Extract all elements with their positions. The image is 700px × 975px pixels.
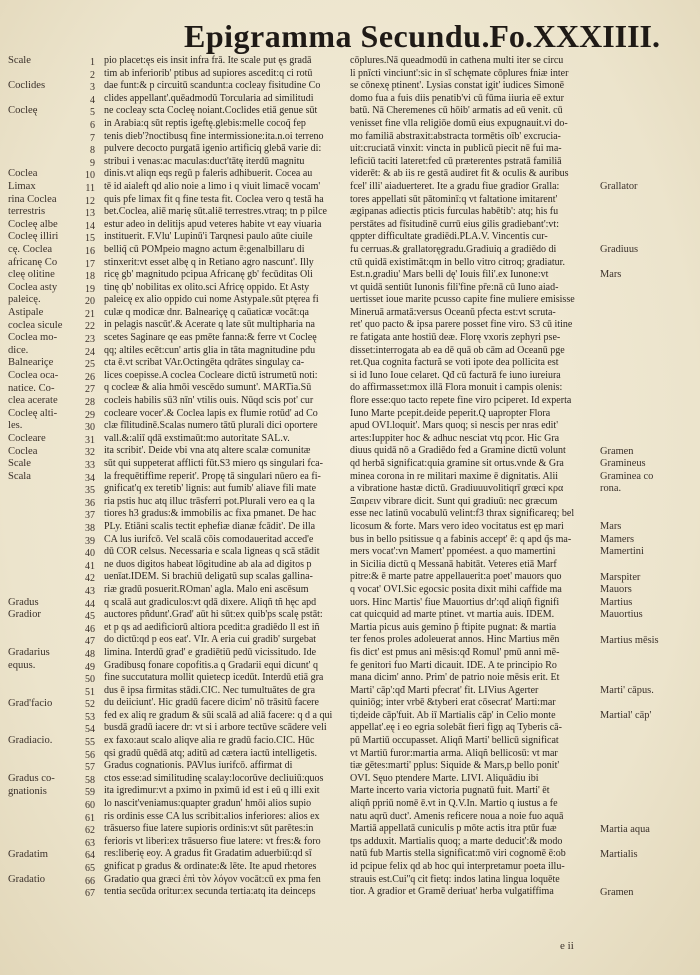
line-number: 36	[85, 497, 95, 509]
margin-note: Gramineus	[600, 458, 646, 470]
running-header	[180, 18, 660, 60]
text-line: estur adeo in delitijs apud veteres habite vt eay viuaria	[104, 218, 322, 230]
line-number: 49	[85, 661, 95, 673]
line-number: 20	[85, 296, 95, 308]
text-line: ctū quidā existimāt:qm in bello vitro citroq; gradiatur.	[350, 256, 565, 268]
margin-note: rina Coclea	[8, 193, 57, 205]
text-line: ret.Qua cognita factură se voti ipote dea pollicita est	[350, 357, 559, 369]
text-line: quiniōg; inter vrbē &tyberi erat cōsecrat' Marti:mar	[350, 697, 556, 709]
line-number: 21	[85, 308, 95, 320]
text-line: OVI. Sęuo ptendere Marte. LIVI. Aliquādiu ibi	[350, 772, 539, 784]
line-number: 42	[85, 573, 95, 585]
margin-note: Marspiter	[600, 571, 641, 583]
text-line: ægipanas adiectis pticis furculas habētib': atq; his fu	[350, 206, 559, 218]
line-number: 37	[85, 510, 95, 522]
text-line: uit:cruciatā vinxit: vincta in publicū piecit nē fui ma-	[350, 143, 562, 155]
line-number: 64	[85, 850, 95, 862]
text-line: cta ē.vt scribat VAr.Octingēta qdrātes singulaỵ ca-	[104, 357, 305, 369]
text-line: minea corona in re militari maxime ē dignitatis. Alii	[350, 470, 559, 482]
margin-note: Martia aqua	[600, 823, 650, 835]
right-text-column	[350, 55, 600, 899]
folio-number: Fo.XXXIIII.	[489, 18, 660, 54]
text-line: fu cerruas.& grallatoręgradu.Gradiuiq a gradiēdo di	[350, 243, 557, 255]
text-line: do affirmasset:mox illā Flora monuit i campis olenis:	[350, 382, 563, 394]
line-number: 41	[85, 560, 95, 572]
text-line: uertisset ioue marite pcusso capite fine muliere emisisse	[350, 294, 575, 306]
text-line: esse nec latinū vocabulū velint:f3 thrax significareq; bel	[350, 508, 575, 520]
text-line: riæ gradū posuerit.ROman' agla. Malo eni ascēsum	[104, 583, 309, 595]
margin-note: Mauors	[600, 584, 632, 596]
margin-note: Martius	[600, 596, 633, 608]
margin-note: gnationis	[8, 785, 47, 797]
text-line: CA lus iurifcō. Vel scalā cōis comodaueritad acced'e	[104, 533, 314, 545]
text-line: Martiā appellatā cuniculis p mōte actis itra ptūr fuæ	[350, 823, 557, 835]
line-number: 33	[85, 460, 95, 471]
margin-note: Mamertini	[600, 546, 644, 558]
margin-note: Gradus	[8, 596, 39, 608]
text-line: lices coepisse.A coclea Cocleare dictū istrumetū noti:	[104, 369, 318, 381]
text-line: bus in bello psitissue q a fabinis accept' ē: q apd q̃s ma-	[350, 533, 572, 545]
text-line: uenīat.IDEM. Si brachiū deligatū sup scalas gallina-	[104, 571, 313, 583]
text-line: qppter difficultate gradiēdi.PLA.V. Vincentis cur-	[350, 231, 548, 243]
text-line: stribui i venas:ac maculas:duct'tātę iterdū magnitu	[104, 155, 305, 167]
text-line: mo familiā abstraxit:abstracta tormētis oīb' excrucia-	[350, 130, 561, 142]
text-line: PLy. Etiāni scalis tectit ephefiæ dianæ fcādit'. De illa	[104, 520, 316, 532]
margin-note: Scale	[8, 458, 31, 470]
line-number: 29	[85, 409, 95, 421]
text-line: q vocat' OVI.Sic egocsic posita dixit mihi caffide ma	[350, 583, 562, 595]
margin-note: Graminea co	[600, 470, 654, 482]
line-number: 6	[90, 119, 95, 131]
text-line: Iuno Marte pcepit.deide peperit.Q uapropter Flora	[350, 407, 551, 419]
line-number: 40	[85, 548, 95, 560]
text-line: appellat'.eę i eo egria solebāt fieri figņ aq Tyberis cā-	[350, 722, 562, 734]
margin-note: les.	[8, 420, 23, 432]
line-number: 38	[85, 522, 95, 534]
line-number: 2	[90, 69, 95, 81]
line-number: 31	[85, 434, 95, 446]
text-line: cat quicquid ad marte ptinet. vt martia auis. IDEM.	[350, 609, 555, 621]
text-line: dus ē ipsa firmitas stādi.CIC. Nec tumultuātes de gra	[104, 684, 316, 696]
text-line: Marte incerto varia victoria pugnatū fuit. Marti' ēt	[350, 785, 550, 797]
margin-note: cę. Coclea	[8, 244, 53, 255]
line-number: 3	[90, 82, 95, 94]
margin-note: Cocleę illiri	[8, 231, 59, 243]
line-number: 1	[90, 57, 95, 68]
margin-note: coclea sicule	[8, 319, 63, 331]
margin-note: Scala	[8, 470, 31, 482]
text-line: bet.Coclea, aliē marię sūt.aliē terrestres.vtraq; tn p pilce	[104, 206, 327, 218]
margin-note: clea acerate	[8, 395, 58, 407]
margin-note: Gradior	[8, 609, 41, 621]
text-line: la frequētiffime reperit'. Propę tā singulari nūero ea fi-	[104, 470, 321, 482]
text-line: paleicę ex alio oppido cui nome Astypale.sūt ptęrea fi	[104, 294, 319, 306]
line-number: 54	[85, 724, 95, 736]
margin-note: Cocleę	[8, 105, 38, 117]
text-line: Martia picus auis gemino p̃ ftipite pugnat: & martia	[350, 621, 557, 633]
margin-note: equus.	[8, 659, 36, 671]
margin-note: Martialis	[600, 848, 638, 860]
text-line: artes:Iuppiter hoc & adhuc nesciat vtq pcor. Hic Gra	[350, 432, 560, 444]
text-line: belliq̃ cū POMpeio magno actum ē:genalbillaru di	[104, 243, 305, 255]
text-line: limina. Interdū grad' e gradiētiū pedū vicissitudo. Ide	[104, 646, 317, 658]
text-line: gnificat p gradus & ordinate:& lēte. Ite apud rhetores	[104, 861, 317, 872]
line-number: 62	[85, 825, 95, 837]
text-line: res:liberię eoy. A gradus fit Gradatim aduerbiū:qd sī	[104, 848, 312, 860]
text-line: ctos esse:ad similitudinę scalay:locorūve decliuiū:quos	[104, 772, 324, 784]
line-number: 65	[85, 863, 95, 874]
text-line: cōplures.Nā queadmodū in cathena multi iter se circu	[350, 55, 564, 66]
text-line: tentia secūda oritur:ex secunda tertia:atq ita deinceps	[104, 886, 316, 898]
text-line: mers vocat':vn Mamert' ppoméest. a quo mamertini	[350, 546, 556, 558]
text-line: vt quidā sentiūt Iunonis fili'fine pr̄e:nā cū Iuno aiad-	[350, 281, 559, 293]
text-line: batū. Nā Cheremenes cū hōib' armatis ad eū venit. cū	[350, 105, 563, 117]
text-line: clæ fīlitudinē.Scalas numero tātū plurali dici oportere	[104, 420, 318, 432]
text-line: auctores pñdunt'.Grad' aūt hi sūt:ex quib'ps scalę pstāt:	[104, 609, 323, 621]
text-line: scetes Saginare qe eas pmēte fanna:& ferre vt Cocleę	[104, 332, 317, 344]
text-line: pū Martiū occupasset. Aliqñ Marti' bellicū significat	[350, 735, 559, 747]
line-number: 10	[85, 170, 95, 182]
line-number: 23	[85, 334, 95, 346]
margin-note: Coclea mo-	[8, 332, 58, 344]
line-number: 52	[85, 699, 95, 711]
text-line: et p qs ad aedificiorū altiora pcedit:a gradiēdo ll est iñ	[104, 621, 320, 633]
margin-note: Cocleare	[8, 433, 46, 444]
text-line: id pcipue felix qd ab hoc qui interpretamur poeta illu-	[350, 861, 565, 872]
text-line: clides appellant'.quēadmodū Torcularia ad similitudi	[104, 92, 314, 104]
margin-note: Mars	[600, 521, 622, 533]
line-number: 19	[85, 283, 95, 295]
margin-note: dice.	[8, 344, 29, 356]
text-line: ex faxo:aut scalo aliqve alia re gradū facio.CIC. Hūc	[104, 735, 315, 747]
line-number: 5	[90, 107, 95, 119]
margin-note: Marti' cāpus.	[600, 685, 654, 696]
text-line: in Arabia:q sūt reptis igeftę.glebis:melle cocoq̃ fep	[104, 117, 306, 129]
text-line: si id Iuno Ioue celaret. Qđ cū facturā fe iuno iureiura	[350, 369, 561, 381]
line-number: 12	[85, 195, 95, 207]
line-number: 18	[85, 271, 95, 283]
text-line: ter fenos proles adoleuerat annos. Hinc Martius mēn	[350, 634, 560, 646]
text-line: tinę qb' nobilitas ex olito.sci Africę oppido. Et Asty	[104, 281, 310, 293]
left-text-column	[104, 55, 336, 899]
margin-note: Astipale	[8, 307, 44, 318]
text-line: tps adduxit. Martialis quoq; a marte deducit':& modo	[350, 835, 563, 847]
text-line: pulvere decocto purgatā igenio artificiq glebā varie di:	[104, 143, 322, 155]
text-line: do dictū:qd p eos eat'. VIr. A eria cui gradib' surgebat	[104, 634, 317, 646]
text-line: dinis.vt aliqn eqs regū p faleris adhibuerit. Cocea au	[104, 168, 313, 180]
line-number: 14	[85, 220, 95, 232]
line-number: 25	[85, 359, 95, 371]
line-number: 61	[85, 812, 95, 824]
text-line: pitre:& ē marte patre appellauerit:a poet' mauors quo	[350, 571, 562, 583]
line-number: 24	[85, 346, 95, 358]
text-line: trāsuerso fiue latere supioris ordinis:vt sūt parētes:in	[104, 823, 314, 835]
line-number: 7	[90, 132, 95, 144]
text-line: Gradibusq fonare copofitis.a q Gradarii equi dicunt' q	[104, 659, 318, 671]
margin-note: Scale	[8, 55, 31, 66]
line-number: 30	[85, 422, 95, 434]
text-line: du deiiciunt'. Hic gradū facere dicim' nō trāsitū facere	[104, 697, 319, 709]
text-line: venisset fine vlla religiōe domū eius expugnauit.vi do-	[350, 117, 568, 129]
text-line: busdā gradū iacere dr: vt si i arbore tectūve scādere veli	[104, 722, 327, 734]
text-line: ferioris vt liberi:ex trāsuerso fiue latere: vt fres:& foro	[104, 835, 321, 847]
text-line: tores appellati sūt pātominī:q vt faltatione imitarent'	[350, 193, 558, 205]
line-numbers	[77, 57, 95, 901]
line-number: 46	[85, 623, 95, 635]
margin-note: Coclides	[8, 80, 46, 92]
line-number: 55	[85, 737, 95, 749]
line-number: 66	[85, 875, 95, 887]
text-line: qd herbā significat:quia gramine sit ortus.vnde & Gra	[350, 458, 564, 469]
line-number: 15	[85, 233, 95, 245]
line-number: 11	[85, 182, 95, 194]
margin-note: terrestris	[8, 206, 46, 218]
margin-note: Coclea oca-	[8, 370, 59, 381]
text-line: dae funt:& p circuitū scandunt:a cocleay fisitudine Co	[104, 80, 321, 92]
margin-note: Martial' cāp'	[600, 710, 652, 722]
text-line: li pnīcti vinciunt':sic in sī schęmate cōplures fniæ inter	[350, 67, 569, 79]
text-line: diuus quidā nō a Gradiēdo fed a Gramine dictū volunt	[350, 445, 566, 457]
margin-note: Balneariçe	[8, 357, 54, 369]
line-number: 45	[85, 611, 95, 623]
line-number: 43	[85, 585, 95, 597]
line-number: 63	[85, 837, 95, 849]
line-number: 28	[85, 397, 95, 409]
text-line: viderēt: & ab iis re gestā audiret fit & oculis & auribus	[350, 168, 569, 180]
margin-note: Coclea asty	[8, 281, 58, 293]
text-line: gnificat'q ex teretib' lignis: aut fumib' aliave fili mate	[104, 483, 317, 495]
line-number: 4	[90, 94, 95, 106]
text-line: licosum & forte. Mars vero ideo vocitatus est ęp mari	[350, 520, 564, 532]
line-number: 22	[85, 321, 95, 333]
text-line: strauis est.Cui''q cit fietq: indos latina lingua loquēte	[350, 873, 560, 885]
margin-note: Mauortius	[600, 609, 643, 621]
text-line: q scalā aut gradiculos:vt qdā dixere. Aliqñ tñ hęc apd	[104, 596, 317, 608]
line-number: 32	[85, 447, 95, 459]
text-line: stinxerit:vt esset albę q in Retiano agro nascunt'. Illy	[104, 256, 314, 268]
text-line: disset:interrogata ab ea dē quā ob cām ad Oceanū pge	[350, 344, 565, 356]
text-line: Marti' cāp':qđ Marti pfecrat' fit. LIVius Agerter	[350, 684, 539, 696]
text-line: ita igredimur:vt a pximo in pximū id est i eū q illi exit	[104, 785, 320, 797]
text-line: ricę gb' magnitudo pcipua Africanę gb' fecūditas Oli	[104, 269, 313, 281]
text-line: Gradus cognationis. PAVlus iurifcō. affirmat di	[104, 760, 293, 772]
text-line: ret' quo pacto & ipsa parere posset fine viro. S3 cū itine	[350, 319, 573, 331]
margin-note: cleę olitine	[8, 269, 55, 281]
text-line: tenis dieb'?noctibusq fine intermissione:ita.n.oi terreno	[104, 130, 324, 142]
text-line: ti;deide cāp'fuit. Ab iī Martialis cāp' in Celio monte	[350, 709, 556, 721]
margin-note: africanę Co	[8, 256, 58, 268]
margin-note: Limax	[8, 181, 36, 192]
text-line: dū COR celsus. Necessaria e scala ligneas q scā stādit	[104, 546, 320, 558]
line-number: 60	[85, 800, 95, 812]
line-number: 50	[85, 674, 95, 686]
header-title: Epigramma Secundu.	[184, 18, 490, 54]
line-number: 13	[85, 208, 95, 220]
line-number: 51	[85, 686, 95, 698]
line-number: 44	[85, 598, 95, 610]
margin-note: Gramen	[600, 886, 634, 898]
text-line: vt Martiū furor:martia arma. Aliqñ bellicosū: vt mar	[350, 747, 558, 759]
text-line: tim ab inferiorib' ptibus ad supiores ascedit:q ci rotū	[104, 67, 313, 79]
margin-note: Grallator	[600, 181, 638, 192]
margin-note: Mars	[600, 269, 622, 281]
text-line: natū fub Martis stella significat:mō viri cognomē ē:ob	[350, 848, 566, 860]
line-number: 67	[85, 888, 95, 900]
text-line: instituerit. F.Vlu' Lupinū'i Tarqnesi paulo aūte ciuile	[104, 231, 313, 243]
margin-note: Gradiacio.	[8, 735, 53, 747]
text-line: qsi gradū quēdā atq; aditū ad cætera iactū intelligetis.	[104, 747, 317, 759]
text-line: uors. Hinc Martis' fiue Mauortius dr':qđ aliqñ fignifi	[350, 596, 560, 608]
line-number: 34	[85, 472, 95, 484]
text-line: ris ordinis esse CA lus scribit:alios inferiores: alios ex	[104, 810, 320, 822]
margin-note: Gradatio	[8, 874, 46, 885]
text-line: Mineruā armatā:versus Oceanū pfecta est:vt scruta-	[350, 306, 556, 318]
text-line: a vibratione hastæ dictū. Gradiuuuvolitiqrī grœci κρα	[350, 483, 564, 495]
text-line: ne cocleay scta Cocleę noiant.Coclides etiā genue sūt	[104, 105, 318, 117]
margin-note: rona.	[600, 483, 622, 495]
line-number: 53	[85, 711, 95, 723]
text-line: cocleis habilis sū3 nīn' vtilis ouis. Nūqd scis pot' cur	[104, 395, 314, 407]
margin-note: Gramen	[600, 445, 634, 457]
signature-mark: e ii	[560, 940, 574, 952]
text-line: tē id aialeft qd alio noie a limo i q viuit limacē vocam'	[104, 180, 321, 192]
line-number: 17	[85, 258, 95, 270]
margin-note: Gradiuus	[600, 244, 639, 255]
text-line: tior. A gradior et Gramē deriuat' herba vulgatiffima	[350, 886, 554, 898]
text-line: fine succutatura mollit quietecp icedūt. Interdū etiā gra	[104, 672, 324, 684]
text-line: flore esse:quo tacto repete fine viro pciperet. Id experta	[350, 395, 572, 407]
text-line: ne duos digitos habeat lōgitudine ab ala ad digitos p	[104, 558, 312, 570]
text-line: fe genitori fuo Marti dicauit. IDE. A te principio Ro	[350, 659, 557, 671]
text-line: in pelagis nascūt'.& Acerate q late sūt multipharia na	[104, 319, 315, 331]
text-line: lo nascit'veniamus:quapter gradun' hmōi alios supio	[104, 798, 312, 810]
line-number: 26	[85, 371, 95, 383]
margin-note: Coclea	[8, 168, 38, 180]
text-line: pio placet:ęs eis insit infra frā. Ite scale put ęs gradā	[104, 55, 312, 66]
text-line: fcel' illi' aiaduerteret. Ite a gradu fiue gradior Gralla:	[350, 180, 560, 192]
line-number: 57	[85, 762, 95, 774]
line-number: 47	[85, 636, 95, 648]
line-number: 9	[90, 157, 95, 169]
text-line: q cocleæ & alia hmōi vescēdo sumunt'. MARTia.Sū	[104, 382, 312, 394]
text-line: sūt qui suppeterat afflicti fūt.S3 miero qs singulari fca-	[104, 458, 323, 469]
text-line: Ξαιρειν vibrare dicit. Sunt qui gradiuū: nec græcum	[350, 495, 558, 507]
text-line: fis dict' est pmus ani mēsis:qđ Romul' pmū anni mē-	[350, 646, 560, 658]
text-line: mana dicim' anno. Prim' de patrio noie mēsis erit. Et	[350, 672, 560, 684]
margin-note: Coclea	[8, 445, 38, 457]
text-line: perstātes ad fīsitudinē currū eius gilis gradiebant':vt:	[350, 218, 559, 230]
margin-note: Gradatim	[8, 848, 49, 860]
text-line: vall.&:aliī qdā exstimaūt:mo autoritate SAL.v.	[104, 432, 290, 444]
margin-note: Martius mēsis	[600, 634, 659, 646]
margin-note: Mamers	[600, 533, 635, 545]
line-number: 56	[85, 749, 95, 761]
text-line: domo fua a fuis diis penatib'vi cū fūma iiuria eē extur	[350, 92, 564, 104]
text-line: fed ex aliq re gradum & sūi scalā ad aliā facere: q d a qui	[104, 709, 333, 721]
line-number: 48	[85, 648, 95, 660]
text-line: qq; altiles ecēt:cun' artis glia in tāta magnitudine pdu	[104, 344, 316, 356]
text-line: tiores h3 gradus:& immobilis ac fixa pmanet. De hac	[104, 508, 316, 520]
line-number: 35	[85, 485, 95, 497]
text-line: Est.n.gradiu' Mars belli dę' Iouis fili'.ex Iunone:vt	[350, 269, 549, 281]
text-line: se cōnexę ptinent'. Lysias constat igit' iudices Simonē	[350, 80, 565, 92]
text-line: quis pfe limax fit q fine testa fit. Coclea vero q testā ha	[104, 193, 324, 205]
margin-note: Gradus co-	[8, 773, 55, 785]
margin-note: Cocleę albe	[8, 218, 58, 230]
line-number: 58	[85, 774, 95, 786]
margin-note: Grad'facio	[8, 697, 53, 709]
text-line: Gradatio qua græci ἐπὶ τὸν λόγον vocāt:cū ex pma fen	[104, 873, 321, 885]
line-number: 59	[85, 787, 95, 799]
margin-note: Gradarius	[8, 647, 50, 659]
text-line: culæ q modicæ dnr. Balneariçę q caūaticæ vocāt:qa	[104, 306, 309, 318]
text-line: tiæ gētes:marti' pplus: Siquide & Mars,p bello ponit'	[350, 760, 560, 772]
text-line: ita scribit'. Deide vbi vna atq altere scalæ comunitæ	[104, 445, 311, 457]
line-number: 16	[85, 245, 95, 257]
text-line: leficiū taciti lateret:fed cū præterentes pstratā familiā	[350, 155, 562, 167]
margin-note: Cocleę alti-	[8, 407, 58, 419]
line-number: 39	[85, 535, 95, 547]
line-number: 27	[85, 384, 95, 396]
text-line: cocleare vocer'.& Coclea lapis ex flumie rotūd' ad Co	[104, 407, 318, 419]
text-line: apud OVI.loquit'. Mars quoq; si nescis per nras edit'	[350, 420, 559, 432]
text-line: ria pstis huc atq illuc trāsferri pot.Plurali vero ea q la	[104, 495, 315, 507]
line-number: 8	[90, 145, 95, 157]
text-line: in Sicilia dictū q Messanā habitāt. Veteres etiā Marf	[350, 558, 557, 570]
text-line: re fatigata ante hostiū deæ. Florę vxoris zephyri pse-	[350, 332, 561, 344]
text-line: aliqñ ppriū nomē ē.vt in Q.V.In. Martio q iustus a fe	[350, 798, 558, 810]
margin-note: paleicę.	[8, 294, 41, 306]
margin-note: natice. Co-	[8, 382, 55, 394]
text-line: natu aqrū duct'. Amenis reficere noua a noie fuo aquā	[350, 810, 564, 822]
